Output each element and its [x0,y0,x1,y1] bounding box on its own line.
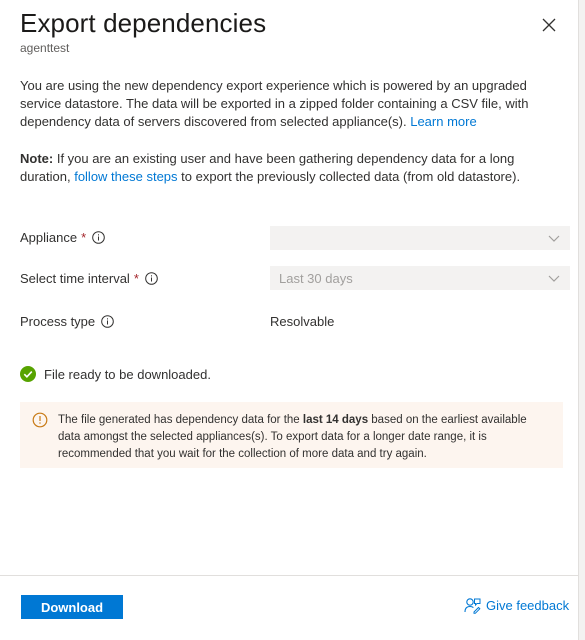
give-feedback-link[interactable] [464,597,569,614]
warning-circle-icon [32,412,48,428]
close-button[interactable] [538,14,560,36]
intro-text: You are using the new dependency export experience which is powered by an upgraded service datastore. The data will be exported in a zipped folder containing a CSV file, with dependency data of servers discovered from selected appliance(s). [20,78,529,129]
time-interval-label [20,271,158,286]
learn-more-link[interactable]: Learn more [410,114,477,129]
note-paragraph [20,150,540,186]
required-marker: * [81,230,87,245]
chevron-down-icon [547,271,561,285]
appliance-label-text: Appliance [20,230,78,245]
warning-text-before: The file generated has dependency data for the [58,414,303,426]
info-icon[interactable] [92,231,105,244]
warning-text-after: based on the earliest available data amongst the selected appliances(s). To export data for a longer date range, it is recommended that you wait for the collection of more data and try again. [58,414,527,460]
data-range-warning [20,402,563,468]
info-icon[interactable] [101,315,114,328]
check-circle-icon [20,366,36,382]
process-type-value: Resolvable [270,314,335,329]
file-ready-status [20,366,211,382]
feedback-person-icon [464,597,481,614]
footer-divider [0,575,578,576]
chevron-down-icon [547,231,561,245]
note-text-after: to export the previously collected data (from old datastore). [177,169,521,184]
appliance-label [20,230,105,245]
time-interval-dropdown-value: Last 30 days [279,270,353,286]
download-button[interactable]: Download [21,595,123,619]
intro-paragraph [20,77,540,131]
time-interval-label-text: Select time interval [20,271,130,286]
required-marker: * [133,271,139,286]
warning-bold-range: last 14 days [302,414,369,426]
process-type-label [20,314,114,329]
feedback-label: Give feedback [486,598,570,613]
note-text-before: If you are an existing user and have been gathering dependency data for a long duration, [20,151,515,184]
appliance-dropdown[interactable] [270,226,570,250]
panel-subtitle: agenttest [20,41,70,55]
status-text: File ready to be downloaded. [44,366,211,382]
close-icon [542,18,556,32]
time-interval-dropdown[interactable] [270,266,570,290]
note-label: Note: [20,151,54,166]
info-icon[interactable] [145,272,158,285]
scrollbar-track[interactable] [578,0,585,640]
follow-steps-link[interactable]: follow these steps [74,169,178,184]
process-type-label-text: Process type [20,314,96,329]
panel-title: Export dependencies [20,8,267,38]
